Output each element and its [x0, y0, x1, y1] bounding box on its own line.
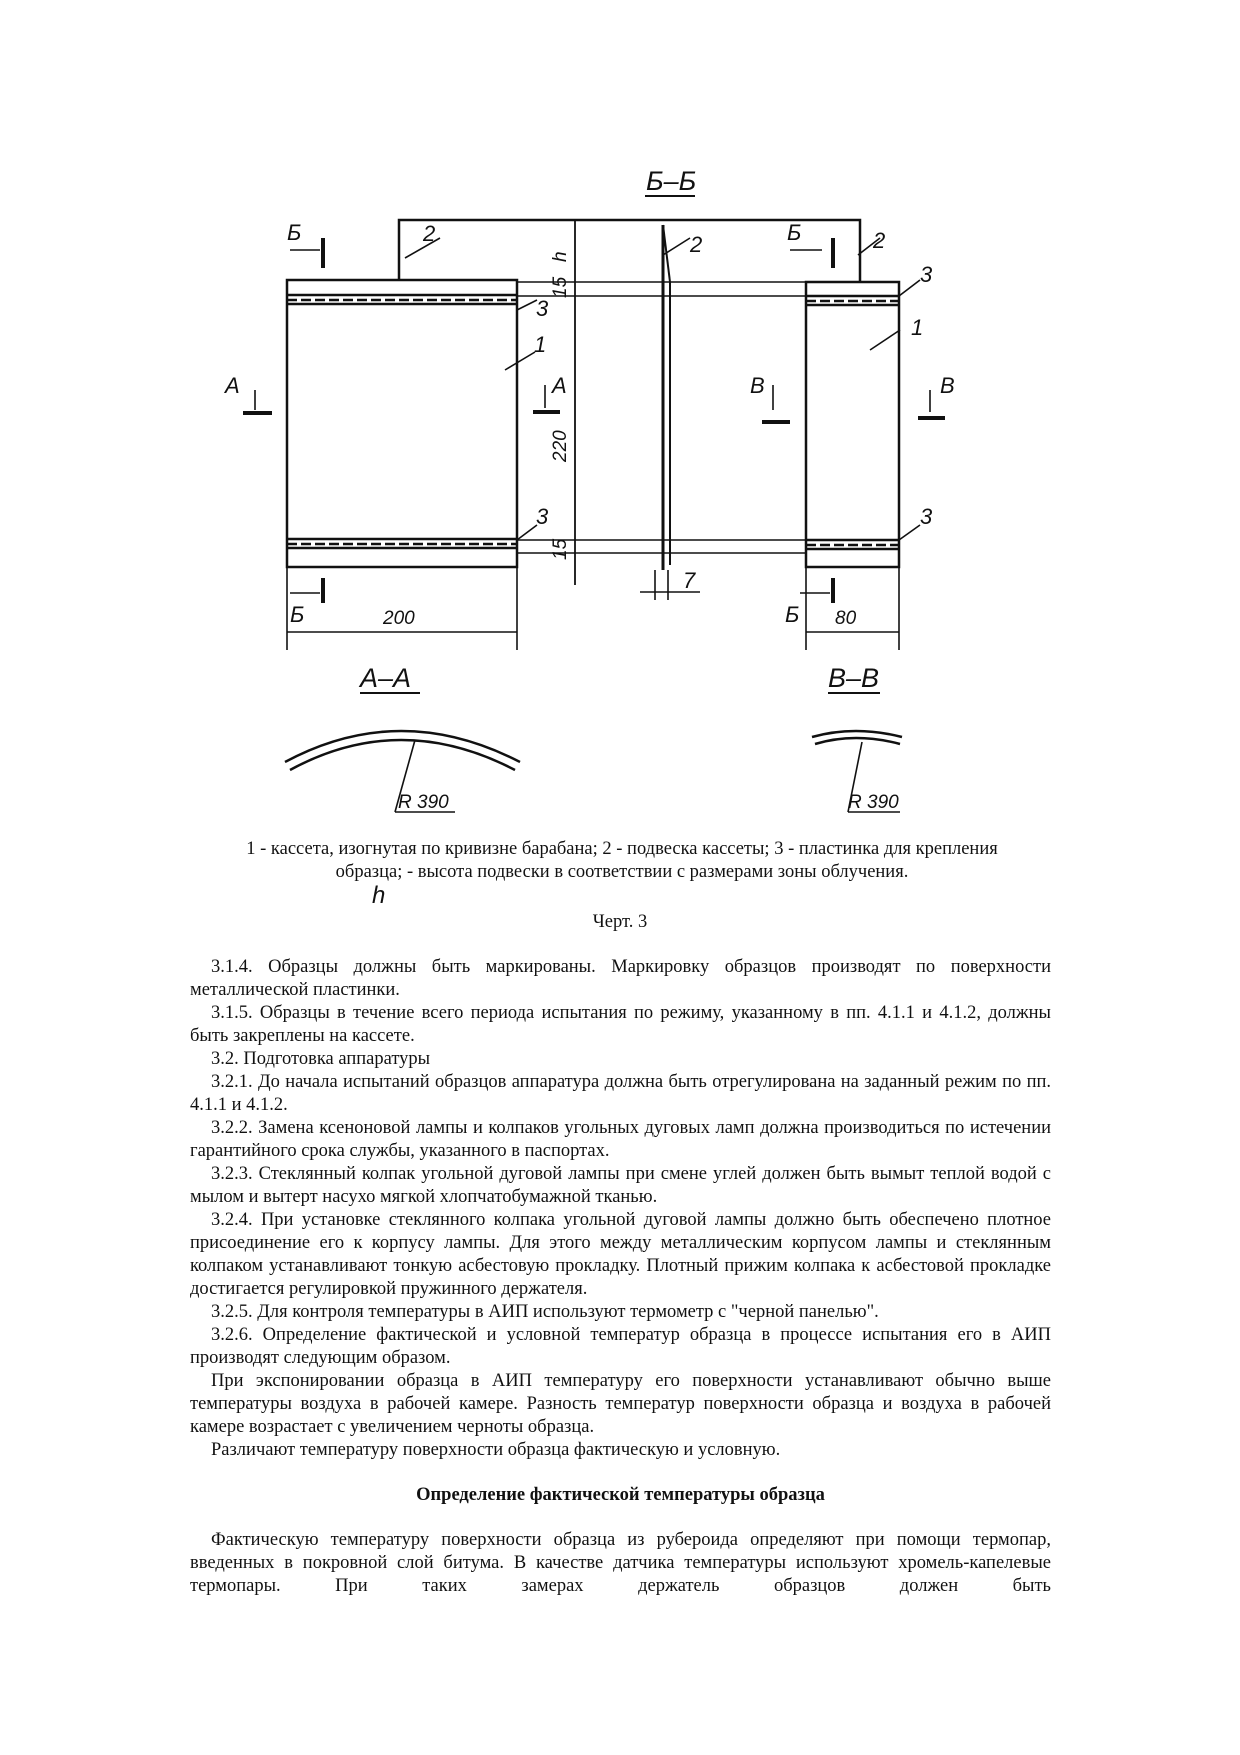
paragraph-3-1-4: 3.1.4. Образцы должны быть маркированы. Маркировку образцов производят по поверхности металлической пластинки.: [190, 957, 1051, 1000]
dim-80: 80: [835, 608, 857, 629]
paragraph-distinguish: Различают температуру поверхности образца фактическую и условную.: [211, 1440, 781, 1460]
callout-7: 7: [683, 568, 696, 593]
figure-caption: [182, 838, 1062, 884]
paragraph-exposure: При экспонировании образца в АИП температуру его поверхности устанавливают обычно выше температуры воздуха в рабочей камере. Разность температур поверхности образца и воздуха в рабочей камере возрастает с увеличением черноты образца.: [190, 1371, 1051, 1437]
caption-line-1: 1 - кассета, изогнутая по кривизне барабана; 2 - подвеска кассеты; 3 - пластинка для крепления: [246, 839, 998, 859]
paragraph-3-2: 3.2. Подготовка аппаратуры: [211, 1049, 431, 1069]
cut-label-v-left: В: [750, 373, 765, 398]
cut-label-b-top-right: Б: [787, 220, 802, 245]
left-cassette-outline: [287, 280, 517, 567]
paragraph-final: Фактическую температуру поверхности образца из рубероида определяют при помощи термопар, введенных в покровной слой битума. В качестве датчика температуры используют хромель-капелевые термопары. При таких замерах держатель образцов должен быть: [190, 1530, 1051, 1596]
section-aa-label: А–А: [360, 663, 412, 693]
figure-label: Черт. 3: [592, 912, 648, 932]
callout-2-right: 2: [873, 228, 886, 253]
section-vv-label: В–В: [828, 663, 880, 693]
paragraph-3-2-3: 3.2.3. Стеклянный колпак угольной дуговой лампы при смене углей должен быть вымыт теплой водой с мылом и вытерт насухо мягкой хлопчатобумажной тканью.: [190, 1164, 1051, 1207]
callout-1-left: 1: [534, 332, 547, 357]
callout-2-middle: 2: [690, 232, 703, 257]
cut-label-b-bottom-right: Б: [785, 602, 800, 627]
right-cassette-outline: [806, 282, 899, 567]
caption-line-2: образца; - высота подвески в соответствии с размерами зоны облучения.: [335, 862, 909, 882]
paragraph-3-2-1: 3.2.1. До начала испытаний образцов аппаратура должна быть отрегулирована на заданный режим по пп. 4.1.1 и 4.1.2.: [190, 1072, 1051, 1115]
paragraph-3-2-2: 3.2.2. Замена ксеноновой лампы и колпаков угольных дуговых ламп должна производиться по истечении гарантийного срока службы, указанного в паспортах.: [190, 1118, 1051, 1161]
paragraph-3-2-4: 3.2.4. При установке стеклянного колпака угольной дуговой лампы должно быть обеспечено плотное присоединение его к корпусу лампы. Для этого между металлическим корпусом лампы и стеклянным колпаком устанавливают тонкую асбестовую прокладку. Плотный прижим колпака к асбестовой прокладке достигается регулировкой пружинного держателя.: [190, 1210, 1051, 1299]
cut-label-v-right: В: [940, 373, 955, 398]
paragraph-3-1-5: 3.1.5. Образцы в течение всего периода испытания по режиму, указанному в пп. 4.1.1 и 4.1.2, должны быть закреплены на кассете.: [190, 1003, 1051, 1046]
dim-15-bottom: 15: [550, 538, 571, 560]
dim-200: 200: [383, 608, 415, 629]
callout-3-right-bottom: 3: [920, 504, 933, 529]
dim-220: 220: [550, 430, 571, 462]
paragraph-3-2-5: 3.2.5. Для контроля температуры в АИП используют термометр с "черной панелью".: [211, 1302, 879, 1322]
callout-3-left-bottom: 3: [536, 504, 549, 529]
dim-15-top: 15: [550, 276, 571, 298]
callout-3-left-top: 3: [536, 296, 549, 321]
cut-label-a-left: А: [225, 373, 240, 398]
callout-3-right-top: 3: [920, 262, 933, 287]
callout-1-right: 1: [911, 315, 924, 340]
callout-2-left: 2: [423, 221, 436, 246]
radius-label-left: R 390: [398, 792, 449, 813]
caption-h-symbol: h: [372, 882, 386, 909]
paragraph-3-2-6: 3.2.6. Определение фактической и условной температур образца в процессе испытания его в АИП производят следующим образом.: [190, 1325, 1051, 1368]
cut-label-b-bottom-left: Б: [290, 602, 305, 627]
technical-drawing: [200, 160, 960, 820]
body-text: [190, 956, 1051, 1598]
section-bb-label: Б–Б: [646, 166, 697, 196]
dim-h-label: h: [550, 251, 571, 262]
radius-label-right: R 390: [848, 792, 899, 813]
cut-label-b-top-left: Б: [287, 220, 302, 245]
cut-label-a-right: А: [552, 373, 567, 398]
section-heading: Определение фактической температуры образца: [416, 1485, 825, 1505]
